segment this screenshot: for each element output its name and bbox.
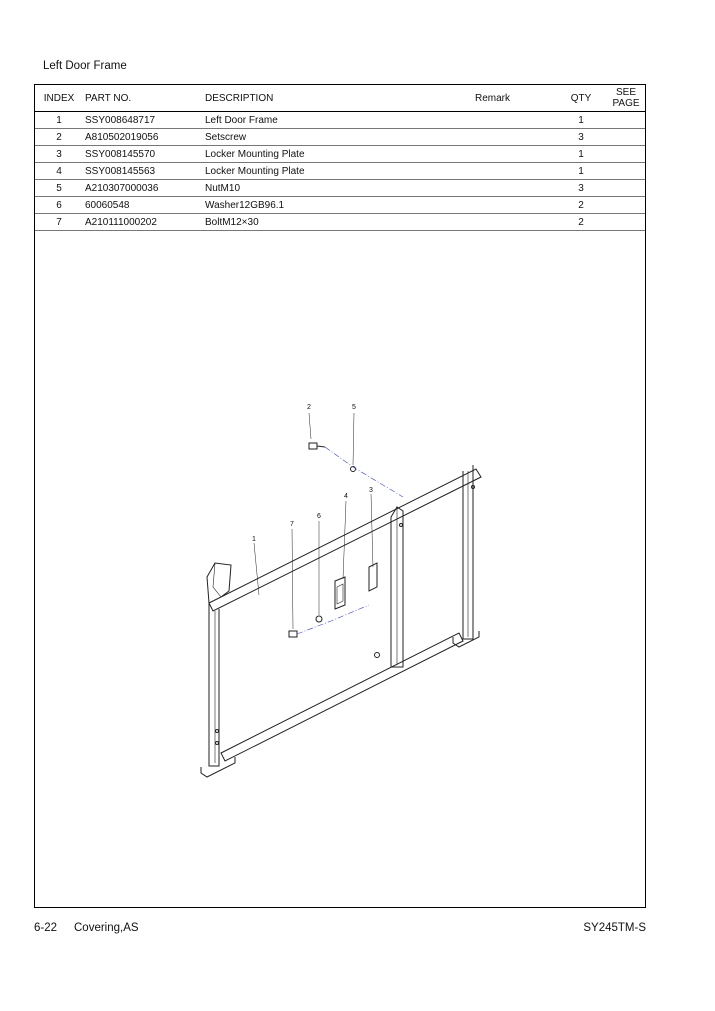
footer-page-number: 6-22 — [34, 922, 58, 934]
callout-1: 1 — [252, 536, 256, 543]
cell-part-no: A210111000202 — [83, 214, 205, 231]
footer-model: SY245TM-S — [583, 922, 646, 934]
callout-6: 6 — [317, 513, 321, 520]
cell-part-no: 60060548 — [83, 197, 205, 214]
cell-qty: 2 — [555, 214, 607, 231]
cell-index: 5 — [35, 180, 83, 197]
cell-index: 1 — [35, 112, 83, 129]
cell-see-page — [607, 214, 645, 231]
cell-see-page — [607, 146, 645, 163]
cell-qty: 3 — [555, 180, 607, 197]
header-index: INDEX — [35, 85, 83, 112]
table-row — [35, 146, 645, 163]
cell-remark — [475, 180, 555, 197]
cell-remark — [475, 146, 555, 163]
cell-see-page — [607, 197, 645, 214]
cell-index: 2 — [35, 129, 83, 146]
parts-frame — [34, 84, 646, 908]
table-row — [35, 163, 645, 180]
header-part-no: PART NO. — [83, 85, 205, 112]
cell-description: Setscrew — [205, 129, 475, 146]
cell-remark — [475, 129, 555, 146]
header-see-page-line2: PAGE — [612, 98, 640, 109]
cell-index: 6 — [35, 197, 83, 214]
header-qty: QTY — [555, 85, 607, 112]
left-bracket — [207, 563, 231, 603]
footer-section: Covering,AS — [74, 922, 139, 934]
frame-bottom-bar — [221, 633, 463, 761]
cell-qty: 1 — [555, 163, 607, 180]
cell-part-no: SSY008648717 — [83, 112, 205, 129]
table-row — [35, 180, 645, 197]
cell-description: Washer12GB96.1 — [205, 197, 475, 214]
cell-qty: 1 — [555, 146, 607, 163]
cell-see-page — [607, 163, 645, 180]
table-row — [35, 214, 645, 231]
cell-remark — [475, 197, 555, 214]
cell-qty: 1 — [555, 112, 607, 129]
header-see-page — [607, 85, 645, 112]
bolt-part — [289, 631, 297, 637]
cell-qty: 2 — [555, 197, 607, 214]
cell-part-no: A210307000036 — [83, 180, 205, 197]
cell-remark — [475, 112, 555, 129]
parts-table — [35, 85, 645, 231]
callout-4: 4 — [344, 493, 348, 500]
cell-index: 3 — [35, 146, 83, 163]
cell-description: Left Door Frame — [205, 112, 475, 129]
header-remark: Remark — [475, 85, 555, 112]
cell-qty: 3 — [555, 129, 607, 146]
washer-part — [316, 616, 322, 622]
callout-7: 7 — [290, 521, 294, 528]
cell-description: NutM10 — [205, 180, 475, 197]
cell-description: Locker Mounting Plate — [205, 146, 475, 163]
cell-see-page — [607, 129, 645, 146]
page-title: Left Door Frame — [43, 60, 127, 72]
left-foot — [201, 757, 235, 777]
cell-see-page — [607, 180, 645, 197]
callout-5: 5 — [352, 404, 356, 411]
exploded-view-drawing — [191, 391, 491, 801]
cell-see-page — [607, 112, 645, 129]
callout-2: 2 — [307, 404, 311, 411]
cell-description: BoltM12×30 — [205, 214, 475, 231]
header-description: DESCRIPTION — [205, 85, 475, 112]
cell-index: 4 — [35, 163, 83, 180]
cell-part-no: A810502019056 — [83, 129, 205, 146]
table-row — [35, 129, 645, 146]
locker-mounting-plate-small — [369, 563, 377, 591]
cell-description: Locker Mounting Plate — [205, 163, 475, 180]
locker-mounting-plate-large — [335, 577, 345, 609]
cell-part-no: SSY008145570 — [83, 146, 205, 163]
parts-table-body — [35, 112, 645, 231]
table-row — [35, 197, 645, 214]
cell-remark — [475, 214, 555, 231]
header-see-page-line1: SEE — [615, 87, 636, 98]
table-header-row — [35, 85, 645, 112]
cell-index: 7 — [35, 214, 83, 231]
cell-remark — [475, 163, 555, 180]
cell-part-no: SSY008145563 — [83, 163, 205, 180]
table-row — [35, 112, 645, 129]
setscrew-part — [309, 443, 325, 449]
callout-3: 3 — [369, 487, 373, 494]
